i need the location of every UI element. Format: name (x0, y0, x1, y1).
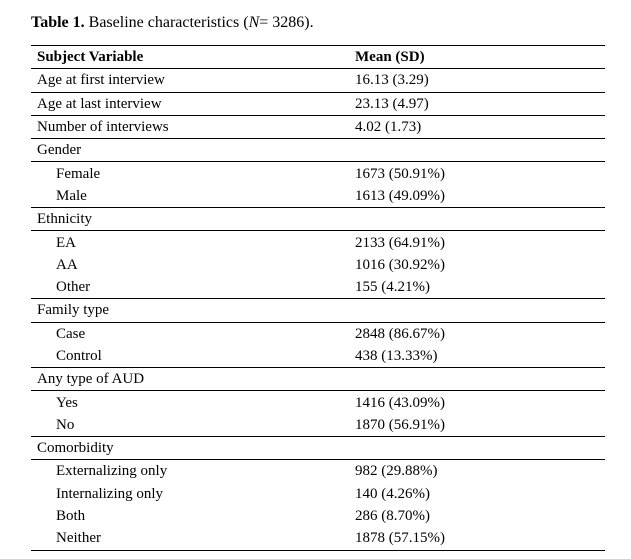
row-value (349, 437, 605, 460)
row-value: 23.13 (4.97) (349, 92, 605, 115)
row-label: No (31, 414, 349, 437)
row-value: 1613 (49.09%) (349, 185, 605, 208)
row-label: Case (56, 325, 86, 342)
row-label: Neither (31, 527, 349, 550)
row-value: 438 (13.33%) (349, 345, 605, 368)
table-row (31, 505, 605, 527)
row-value: 1016 (30.92%) (355, 256, 445, 273)
table-row (31, 69, 605, 92)
row-label: Male (31, 185, 349, 208)
table-row (31, 231, 605, 254)
row-value: 4.02 (1.73) (349, 115, 605, 138)
table-row (31, 322, 605, 345)
row-label: Control (31, 345, 349, 368)
row-label: Number of interviews (31, 115, 349, 138)
row-value: 140 (4.26%) (355, 485, 430, 502)
row-value: 1673 (50.91%) (355, 165, 445, 182)
row-value: 155 (4.21%) (349, 276, 605, 299)
table-caption (31, 12, 314, 34)
table-row-group-heading (31, 437, 605, 460)
row-label: Female (56, 165, 101, 182)
row-value (349, 139, 605, 162)
row-value (349, 208, 605, 231)
row-value (349, 368, 605, 391)
table-row (31, 92, 605, 115)
row-value: 1870 (56.91%) (349, 414, 605, 437)
baseline-characteristics-table (31, 45, 605, 551)
row-value: 2133 (64.91%) (355, 234, 445, 251)
group-label: Any type of AUD (31, 368, 349, 391)
table-row-group-heading (31, 368, 605, 391)
table-row (31, 391, 605, 414)
table-row-group-heading (31, 139, 605, 162)
row-label: Age at first interview (31, 69, 349, 92)
table-row (31, 276, 605, 299)
row-value: 1416 (43.09%) (355, 394, 445, 411)
row-value (349, 299, 605, 322)
row-label: Age at last interview (31, 92, 349, 115)
row-value: 16.13 (3.29) (349, 69, 605, 92)
row-label: Internalizing only (56, 485, 164, 502)
table-row (31, 460, 605, 483)
row-value: 2848 (86.67%) (355, 325, 445, 342)
row-value: 982 (29.88%) (355, 463, 438, 480)
row-label: Other (31, 276, 349, 299)
caption-text: Baseline characteristics ( (84, 14, 249, 31)
group-label: Family type (31, 299, 349, 322)
row-label: Externalizing only (56, 463, 168, 480)
n-symbol: N (248, 14, 260, 31)
header-mean-sd: Mean (SD) (349, 46, 605, 69)
row-label: EA (56, 234, 76, 251)
table-row (31, 414, 605, 437)
caption-n-value: = 3286). (259, 14, 314, 31)
row-value: 1878 (57.15%) (349, 527, 605, 550)
table-row (31, 345, 605, 368)
table-row (31, 254, 605, 276)
group-label: Gender (31, 139, 349, 162)
table-row (31, 527, 605, 550)
table-row-group-heading (31, 299, 605, 322)
group-label: Comorbidity (31, 437, 349, 460)
table-number: Table 1. (31, 14, 85, 31)
table-row (31, 185, 605, 208)
row-value: 286 (8.70%) (355, 508, 430, 525)
table-row (31, 162, 605, 185)
table-row (31, 483, 605, 505)
row-label: Yes (56, 394, 78, 411)
table-row (31, 115, 605, 138)
table-header-row (31, 46, 605, 69)
table-row-group-heading (31, 208, 605, 231)
row-label: AA (56, 256, 78, 273)
group-label: Ethnicity (31, 208, 349, 231)
header-subject-variable: Subject Variable (31, 46, 349, 69)
row-label: Both (56, 508, 86, 525)
